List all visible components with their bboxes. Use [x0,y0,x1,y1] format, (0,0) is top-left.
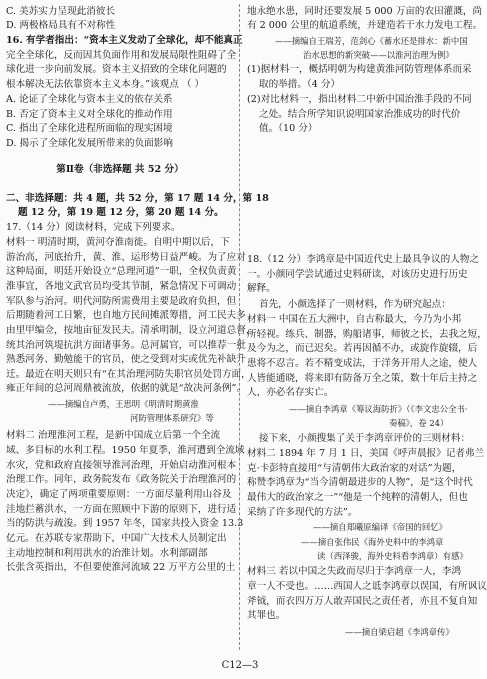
text-line: 患将不忍言。若不精变成法，于洋务开用人之途，使人 [247,358,478,369]
text-line: 迁。最近在明天则只有“在其治理河防失职官员处罚方面， [6,369,251,380]
text-line: 一。小颜同学尝试通过史料研读，对该历史进行历史 [247,269,468,280]
text-line: 材料二 治理淮河工程，是新中国成立后第一个全流 [6,430,221,441]
text-line: (1)据材料一，概括明朝为构建黄淮河防管理体系而采 [247,64,472,75]
text-line: 根本解决无法依靠资本主义本身。”该观点 （ ） [6,79,205,90]
text-line: 游治高，河底抬升，黄、淮、运形势日益严峻。为了应对 [6,252,246,263]
text-line: 主动地控制和利用洪水的治淮计划。水利部副部 [6,548,208,559]
text-line: 读（西泽骏，海外史料看李鸿章）有感》 [317,551,468,561]
text-line: 治理工作。同年，政务院发布《政务院关于治理淮河的 [6,474,237,485]
text-line: 完全全球化，反而因其负面作用和发展局限性阻碍了全 [6,50,237,61]
text-line: 地永绝水患，同时还要发展 5 000 万亩的农田灌溉，尚 [247,6,483,17]
text-line: 最伟大的政治家之一”“他是一个纯粹的清朝人，但也 [247,492,468,503]
text-line: 由里甲编佥，按地亩征发民夫。清承明制，设立河道总督， [6,325,256,336]
text-line: 斧钺，而衣四万万人敢弄国民之责任者，亦且不复自知 [247,596,478,607]
text-line: ——摘自李鸿章《筹议海防折》（《李文忠公全书· [289,404,468,414]
text-line: 称赞李鸿章为“当今清朝最进步的人物”，是“这个时代 [247,477,473,488]
text-line: 域、多目标的水利工程。1950 年夏季，淮河遭到全流域 [6,445,245,456]
text-line: ——摘自张伟民《海外史料中的李鸿章 [301,537,444,547]
text-line: 材料一 明清时期，黄河夺淮南徙。自明中期以后，下 [6,237,230,248]
text-line: 当的防洪与疏浚。到 1957 年冬，国家共投入资金 13.3 [6,518,244,529]
text-line: 二、非选择题：共 4 题，共 52 分，第 17 题 14 分，第 18 [6,193,269,204]
text-line: 球化进一步向前发展。资本主义招致的全球化问题的 [6,64,227,75]
text-line: 统其治河筑堤抗洪方面诸事务。总河属官，可以推荐一批 [6,340,246,351]
text-line: 材料三 若以中国之失政而尽归于李鸿章一人，李鸿 [247,566,462,577]
text-line: 18.（12 分）李鸿章是中国近代史上最具争议的人物之 [247,254,479,265]
text-line: 第Ⅱ卷（非选择题 共 52 分） [56,164,184,175]
text-line: 军队参与治河。明代河防所需费用主要是政府负担，但 [6,296,237,307]
text-line: (2)对比材料一，指出材料二中新中国治淮手段的不同 [247,94,472,105]
text-line: 有 2 000 公里的航道系统，并建造若干水力发电工程。 [247,20,483,31]
text-line: 人皆能通晓，将来即有防备万全之策，数十年后主持之 [247,373,478,384]
text-line: 及今为之，而已迟矣。若再因循不办，或旋作旋辍，后 [247,343,478,354]
text-line: 克·卡彭特直接用“与清朝伟大政治家的对话”为题， [247,463,462,474]
text-line: 这种局面，明廷开始设立“总理河道”一职，全权负责黄 [6,266,237,277]
text-line: 取的举措。（4 分） [259,79,341,90]
text-line: 所轻视。练兵、制器，购船诸事，师彼之长，去我之短， [247,329,487,340]
text-line: 解释。 [247,283,276,294]
text-line: 治水思想的新突破——以淮河治理为例》 [303,50,454,60]
text-line: 首先，小颜选择了一则材料，作为研究起点： [259,299,451,310]
text-line: C. 美苏实力呈现此消彼长 [6,6,116,17]
text-line: ——摘编自卢勇，王思明《明清时期黄淮 [48,399,199,409]
text-line: ——摘编自王瑞芳，范剑心《蓄水还是排水：新中国 [275,36,468,46]
text-line: 17.（14 分）阅读材料，完成下列要求。 [6,222,181,233]
page-number: C12—3 [221,660,259,671]
text-line: 人，亦必名存实亡。 [247,387,334,398]
text-line: 其罪也。 [247,610,286,621]
text-line: 之处。结合所学知识说明国家治淮成功的时代价 [259,109,461,120]
text-line: 题 12 分，第 19 题 12 分，第 20 题 14 分。 [18,207,224,218]
text-line: D. 两极格局具有不对称性 [6,20,116,31]
text-line: ——摘自梁启超《李鸿章传》 [345,627,454,637]
text-line: 水灾，党和政府直接领导淮河治理，开始启动淮河根本 [6,460,237,471]
text-line: 淮事宜，各地文武官员均受其节制，紧急情况下可调动 [6,281,237,292]
text-line: 熟悉河务、勤勉能干的官员，使之受到对实或优先补缺升 [6,354,246,365]
text-line: 奏稿》，卷 24） [389,418,449,428]
text-line: 后期随着河工日繁，也自地方民间摊派筹措，河工民夫多 [6,310,246,321]
column-divider [239,4,240,650]
text-line: 河防管理体系研究》等 [130,413,214,423]
text-line: ——摘自郑曦原编译《帝国的回忆》 [313,522,447,532]
text-line: 接下来，小颜搜集了关于李鸿章评价的三则材料： [259,433,471,444]
text-line: 雍正年间的总河周鼎被流放，依据的就是“故决河条例”。 [6,383,247,394]
text-line: 亿元。在苏联专家帮助下，中国广大技术人员制定出 [6,533,227,544]
text-line: 材料一 中国在五大洲中，自古称最大，今乃为小邦 [247,314,462,325]
text-line: 16. 有学者指出：“资本主义发动了全球化，却不能真正 [6,35,243,46]
text-line: 值。（10 分） [259,123,318,134]
text-line: 材料二 1894 年 7 月 1 日，美国《呼声晨报》记者弗兰 [247,448,485,459]
text-line: D. 揭示了全球化发展所带来的负面影响 [6,138,173,149]
text-line: 章一人不受也。……西国人之诋李鸿章以误国，有所讽议 [247,581,487,592]
text-line: 洼地拦蓄洪水，一方面在照顾中下游的原则下，进行适 [6,504,237,515]
text-line: 采纳了许多现代的方法”。 [247,507,358,518]
text-line: 决定》，确定了两项重要原则：一方面尽量利用山谷及 [6,489,232,500]
text-line: A. 论证了全球化与资本主义的依存关系 [6,94,173,105]
text-line: C. 指出了全球化进程所面临的现实困境 [6,123,173,134]
text-line: B. 否定了资本主义对全球化的推动作用 [6,109,173,120]
text-line: 长张含英指出，不但要使淮河流域 22 万平方公里的土 [6,562,236,573]
